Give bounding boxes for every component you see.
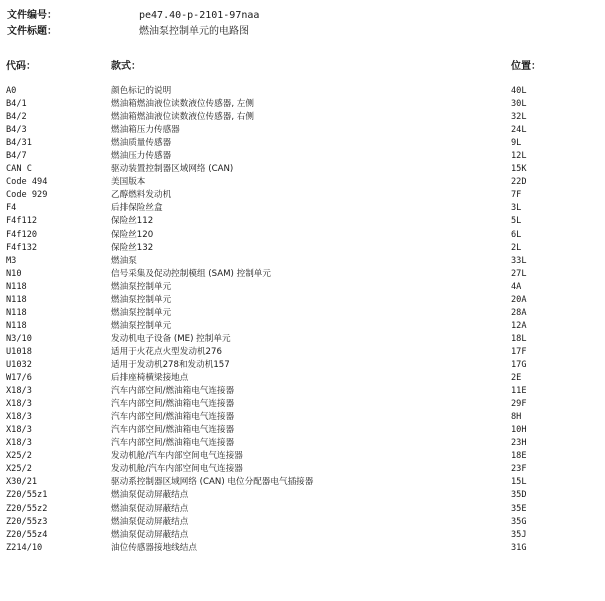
table-row: [0, 385, 605, 398]
table-row: [0, 229, 605, 242]
row-description: 后排保险丝盒: [111, 203, 163, 214]
row-code: A0: [6, 86, 17, 96]
table-row: [0, 255, 605, 268]
row-position: 10H: [511, 425, 527, 436]
row-position: 17G: [511, 359, 527, 370]
table-row: [0, 437, 605, 450]
row-description: 燃油压力传感器: [111, 151, 172, 162]
row-description: 汽车内部空间/燃油箱电气连接器: [111, 386, 235, 397]
table-row: [0, 85, 605, 98]
row-description: 保险丝132: [111, 242, 154, 253]
row-description: 保险丝112: [111, 216, 154, 227]
row-description: 汽车内部空间/燃油箱电气连接器: [111, 412, 235, 423]
table-row: [0, 189, 605, 202]
table-row: [0, 529, 605, 542]
row-position: 23H: [511, 438, 527, 449]
row-code: X18/3: [6, 399, 32, 410]
row-position: 18L: [511, 333, 527, 344]
row-position: 35D: [511, 490, 527, 501]
row-description: 驱动装置控制器区域网络 (CAN): [111, 164, 234, 175]
row-description: 适用于火花点火型发动机276: [111, 346, 222, 357]
row-code: X18/3: [6, 386, 32, 397]
row-code: X18/3: [6, 412, 32, 423]
row-position: 8H: [511, 412, 522, 423]
table-row: [0, 542, 605, 555]
row-description: 油位传感器接地线结点: [111, 542, 197, 553]
table-row: [0, 202, 605, 215]
table-row: [0, 124, 605, 137]
row-code: N118: [6, 294, 27, 305]
row-position: 22D: [511, 177, 527, 188]
row-position: 27L: [511, 268, 527, 279]
row-code: F4f132: [6, 242, 38, 253]
row-position: 18E: [511, 451, 527, 462]
doc-title-label: 文件标题：: [7, 26, 57, 37]
row-position: 40L: [511, 86, 527, 96]
table-row: [0, 98, 605, 111]
row-code: N118: [6, 281, 27, 292]
doc-number-value: pe47.40-p-2101-97naa: [139, 10, 260, 21]
row-code: X25/2: [6, 451, 32, 462]
row-code: N10: [6, 268, 22, 279]
table-row: [0, 411, 605, 424]
row-description: 适用于发动机278和发动机157: [111, 359, 230, 370]
row-code: X30/21: [6, 477, 38, 488]
table-row: [0, 268, 605, 281]
row-position: 4A: [511, 281, 522, 292]
table-row: [0, 242, 605, 255]
row-description: 燃油泵控制单元: [111, 307, 172, 318]
row-position: 20A: [511, 294, 527, 305]
row-code: M3: [6, 255, 17, 266]
row-position: 17F: [511, 346, 527, 357]
row-position: 24L: [511, 125, 527, 136]
row-code: X25/2: [6, 464, 32, 475]
row-code: U1032: [6, 359, 32, 370]
table-row: [0, 163, 605, 176]
row-description: 燃油箱燃油液位读数液位传感器, 左侧: [111, 99, 254, 110]
header-description: 款式：: [111, 61, 141, 72]
row-description: 美国版本: [111, 177, 146, 188]
doc-title-row: [7, 25, 605, 39]
row-code: X18/3: [6, 438, 32, 449]
table-row: [0, 137, 605, 150]
row-code: Code 929: [6, 190, 48, 201]
table-row: [0, 424, 605, 437]
row-position: 35J: [511, 529, 527, 540]
row-code: N118: [6, 320, 27, 331]
row-position: 7F: [511, 190, 522, 201]
row-description: 燃油箱压力传感器: [111, 125, 180, 136]
legend-table: [0, 85, 605, 555]
row-code: U1018: [6, 346, 32, 357]
row-description: 燃油泵促动屏蔽结点: [111, 503, 189, 514]
table-row: [0, 215, 605, 228]
table-row: [0, 476, 605, 489]
row-position: 3L: [511, 203, 522, 214]
row-position: 2L: [511, 242, 522, 253]
row-code: N118: [6, 307, 27, 318]
row-code: X18/3: [6, 425, 32, 436]
row-code: F4f120: [6, 229, 38, 240]
row-description: 燃油泵促动屏蔽结点: [111, 529, 189, 540]
row-description: 燃油泵促动屏蔽结点: [111, 516, 189, 527]
row-description: 燃油泵控制单元: [111, 320, 172, 331]
row-code: Z20/55z4: [6, 529, 48, 540]
row-position: 31G: [511, 542, 527, 553]
row-code: Code 494: [6, 177, 48, 188]
row-description: 燃油泵促动屏蔽结点: [111, 490, 189, 501]
row-position: 33L: [511, 255, 527, 266]
row-description: 燃油泵: [111, 255, 137, 266]
table-row: [0, 307, 605, 320]
row-position: 35E: [511, 503, 527, 514]
row-code: N3/10: [6, 333, 32, 344]
row-code: Z20/55z2: [6, 503, 48, 514]
row-position: 29F: [511, 399, 527, 410]
row-position: 6L: [511, 229, 522, 240]
table-row: [0, 372, 605, 385]
table-row: [0, 320, 605, 333]
row-description: 发动机舱/汽车内部空间电气连接器: [111, 464, 243, 475]
row-description: 汽车内部空间/燃油箱电气连接器: [111, 425, 235, 436]
row-description: 驱动系控制器区域网络 (CAN) 电位分配器电气插接器: [111, 477, 314, 488]
doc-title-value: 燃油泵控制单元的电路图: [139, 26, 249, 37]
row-position: 2E: [511, 373, 522, 384]
row-description: 燃油泵控制单元: [111, 294, 172, 305]
row-code: CAN C: [6, 164, 32, 175]
doc-number-row: [7, 9, 605, 23]
row-code: B4/31: [6, 138, 32, 149]
row-description: 发动机舱/汽车内部空间电气连接器: [111, 451, 243, 462]
header-position: 位置：: [511, 61, 541, 72]
row-description: 燃油箱燃油液位读数液位传感器, 右侧: [111, 112, 254, 123]
row-code: F4f112: [6, 216, 38, 227]
table-row: [0, 489, 605, 502]
row-description: 信号采集及促动控制模组 (SAM) 控制单元: [111, 268, 271, 279]
row-code: B4/2: [6, 112, 27, 123]
row-code: Z20/55z1: [6, 490, 48, 501]
row-position: 11E: [511, 386, 527, 397]
table-row: [0, 398, 605, 411]
row-description: 乙醇燃料发动机: [111, 190, 172, 201]
table-row: [0, 450, 605, 463]
table-row: [0, 294, 605, 307]
table-row: [0, 516, 605, 529]
table-row: [0, 281, 605, 294]
row-position: 5L: [511, 216, 522, 227]
table-row: [0, 176, 605, 189]
row-code: Z214/10: [6, 542, 43, 553]
row-description: 汽车内部空间/燃油箱电气连接器: [111, 399, 235, 410]
row-position: 15L: [511, 477, 527, 488]
doc-number-label: 文件编号：: [7, 10, 57, 21]
table-row: [0, 503, 605, 516]
row-description: 发动机电子设备 (ME) 控制单元: [111, 333, 231, 344]
header-code: 代码：: [6, 61, 36, 72]
row-description: 燃油泵控制单元: [111, 281, 172, 292]
table-header: [0, 60, 605, 74]
row-position: 23F: [511, 464, 527, 475]
table-row: [0, 359, 605, 372]
row-position: 28A: [511, 307, 527, 318]
table-row: [0, 463, 605, 476]
row-position: 35G: [511, 516, 527, 527]
row-code: B4/7: [6, 151, 27, 162]
row-position: 9L: [511, 138, 522, 149]
table-row: [0, 346, 605, 359]
row-position: 12L: [511, 151, 527, 162]
row-position: 15K: [511, 164, 527, 175]
row-code: F4: [6, 203, 17, 214]
table-row: [0, 333, 605, 346]
table-row: [0, 150, 605, 163]
row-description: 汽车内部空间/燃油箱电气连接器: [111, 438, 235, 449]
row-position: 30L: [511, 99, 527, 110]
row-code: W17/6: [6, 373, 32, 384]
row-code: B4/1: [6, 99, 27, 110]
row-description: 后排座椅横梁接地点: [111, 373, 189, 384]
row-description: 保险丝120: [111, 229, 154, 240]
row-description: 燃油质量传感器: [111, 138, 172, 149]
row-code: Z20/55z3: [6, 516, 48, 527]
row-description: 颜色标记的说明: [111, 86, 172, 96]
row-position: 12A: [511, 320, 527, 331]
row-position: 32L: [511, 112, 527, 123]
table-row: [0, 111, 605, 124]
row-code: B4/3: [6, 125, 27, 136]
